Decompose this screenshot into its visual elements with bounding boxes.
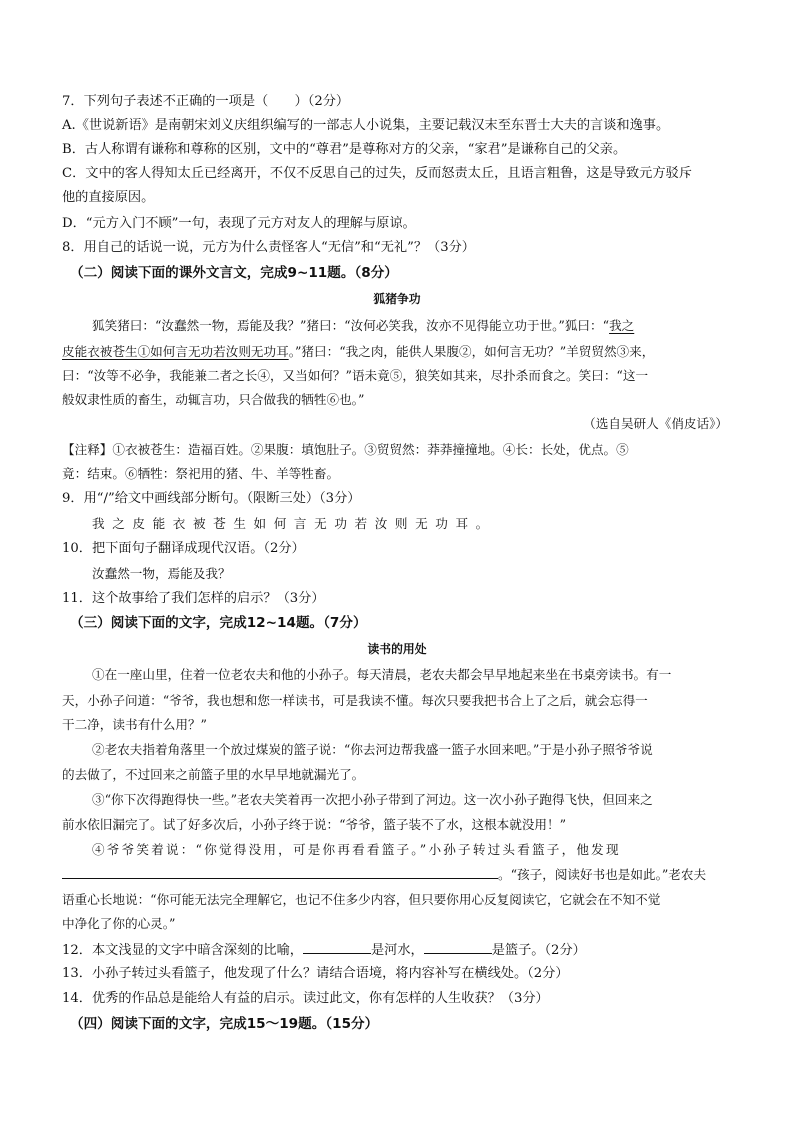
q10-sentence: 汝蠢然一物，焉能及我？	[92, 566, 231, 581]
underlined-text: 我之	[609, 318, 635, 333]
passage-title-reading: 读书的用处	[367, 642, 427, 656]
fill-in-blank-q12-basket[interactable]	[424, 941, 492, 954]
q14-question: 14．优秀的作品总是能给人有益的启示。读过此文，你有怎样的人生收获？（3分）	[62, 991, 549, 1006]
reading-para3-line2: 前水依旧漏完了。试了好多次后，小孙子终于说：“爷爷，篮子装不了水，这根本就没用！”	[62, 817, 567, 832]
q7-option-c-line2: 他的直接原因。	[62, 190, 155, 205]
q7-option-a: A.《世说新语》是南朝宋刘义庆组织编写的一部志人小说集，主要记载汉末至东晋士大夫的言谈和逸事。	[62, 118, 670, 133]
passage-source: （选自吴研人《俏皮话》）	[583, 416, 728, 431]
section-2-heading: （二）阅读下面的课外文言文，完成9~11题。（8分）	[70, 265, 398, 281]
fox-pig-para-line1: 狐笑猪曰：“汝蠢然一物，焉能及我？”猪曰：“汝何必笑我，汝亦不见得能立功于世。”狐曰：“我之	[92, 318, 635, 333]
annotation-line1: 【注释】①衣被苍生：造福百姓。②果腹：填饱肚子。③贸贸然：莽莽撞撞地。④长：长处，优点。⑤	[62, 442, 629, 457]
reading-para2-line1: ②老农夫指着角落里一个放过煤炭的篮子说：“你去河边帮我盛一篮子水回来吧。”于是小孙子照爷爷说	[92, 742, 653, 757]
q11-question: 11．这个故事给了我们怎样的启示？（3分）	[62, 591, 325, 606]
annotation-line2: 竟：结束。⑥牺牲：祭祀用的猪、牛、羊等牲畜。	[62, 466, 340, 481]
q7-option-b: B．古人称谓有谦称和尊称的区别，文中的“尊君”是尊称对方的父亲，“家君”是谦称自己的父亲。	[62, 142, 627, 157]
reading-para1-line3: 干二净，读书有什么用？”	[62, 717, 207, 732]
q12-question: 12．本文浅显的文字中暗含深刻的比喻， 是河水， 是篮子。（2分）	[62, 943, 586, 958]
passage-title-fox-pig: 狐猪争功	[373, 292, 421, 306]
reading-para1-line2: 天，小孙子问道：“爷爷，我也想和您一样读书，可是我读不懂。每次只要我把书合上了之后，就会忘得一	[62, 693, 648, 708]
section-3-heading: （三）阅读下面的文字，完成12~14题。（7分）	[70, 615, 367, 631]
reading-para1-line1: ①在一座山里，住着一位老农夫和他的小孙子。每天清晨，老农夫都会早早地起来坐在书桌旁读书。有一	[92, 667, 672, 682]
q10-question: 10．把下面句子翻译成现代汉语。（2分）	[62, 541, 305, 556]
reading-para3-line1: ③“你下次得跑得快一些。”老农夫笑着再一次把小孙子带到了河边。这一次小孙子跑得飞快，但回来之	[92, 792, 653, 807]
q13-question: 13．小孙子转过头看篮子，他发现了什么？请结合语境，将内容补写在横线处。（2分）	[62, 966, 569, 981]
q9-question: 9．用“/”给文中画线部分断句。（限断三处）（3分）	[62, 491, 361, 506]
q7-option-d: D．“元方入门不顾”一句，表现了元方对友人的理解与原谅。	[62, 216, 416, 231]
reading-para4-line1: ④爷爷笑着说：“你觉得没用，可是你再看看篮子。”小孙子转过头看篮子，他发现	[92, 842, 621, 857]
q7-option-c-line1: C．文中的客人得知太丘已经离开，不仅不反思自己的过失，反而怒责太丘，且语言粗鲁，这是导致元方驳斥	[62, 166, 692, 181]
section-4-heading: （四）阅读下面的文字，完成15～19题。（15分）	[70, 1016, 379, 1032]
fox-pig-para-line3: 曰：“汝等不必争，我能兼二者之长④，又当如何？”语未竟⑤，狼笑如其来，尽扑杀而食之。笑曰：“这一	[62, 368, 649, 383]
q9-sentence: 我之皮能衣被苍生如何言无功若汝则无功耳。	[92, 516, 496, 531]
reading-para4-line2: 。“孩子，阅读好书也是如此。”老农夫	[62, 866, 742, 883]
fill-in-blank-q12-river[interactable]	[303, 941, 371, 954]
fill-in-blank-q13[interactable]	[62, 866, 498, 879]
fox-pig-para-line2: 皮能衣被苍生①如何言无功若汝则无功耳。”猪曰：“我之肉，能供人果腹②，如何言无功？”羊贸贸然③来，	[62, 344, 655, 359]
q7-stem: 7．下列句子表述不正确的一项是（ ）（2分）	[62, 94, 350, 109]
reading-para4-line3: 语重心长地说：“你可能无法完全理解它，也记不住多少内容，但只要你用心反复阅读它，它就会在不知不觉	[62, 892, 661, 907]
fox-pig-para-line4: 般奴隶性质的畜生，动辄言功，只合做我的牺牲⑥也。”	[62, 392, 365, 407]
reading-para2-line2: 的去做了，不过回来之前篮子里的水早早地就漏光了。	[62, 767, 365, 782]
reading-para4-line4: 中净化了你的心灵。”	[62, 916, 176, 931]
q8-question: 8．用自己的话说一说，元方为什么责怪客人“无信”和“无礼”？（3分）	[62, 240, 475, 255]
underlined-text: 皮能衣被苍生①如何言无功若汝则无功耳	[62, 344, 289, 359]
